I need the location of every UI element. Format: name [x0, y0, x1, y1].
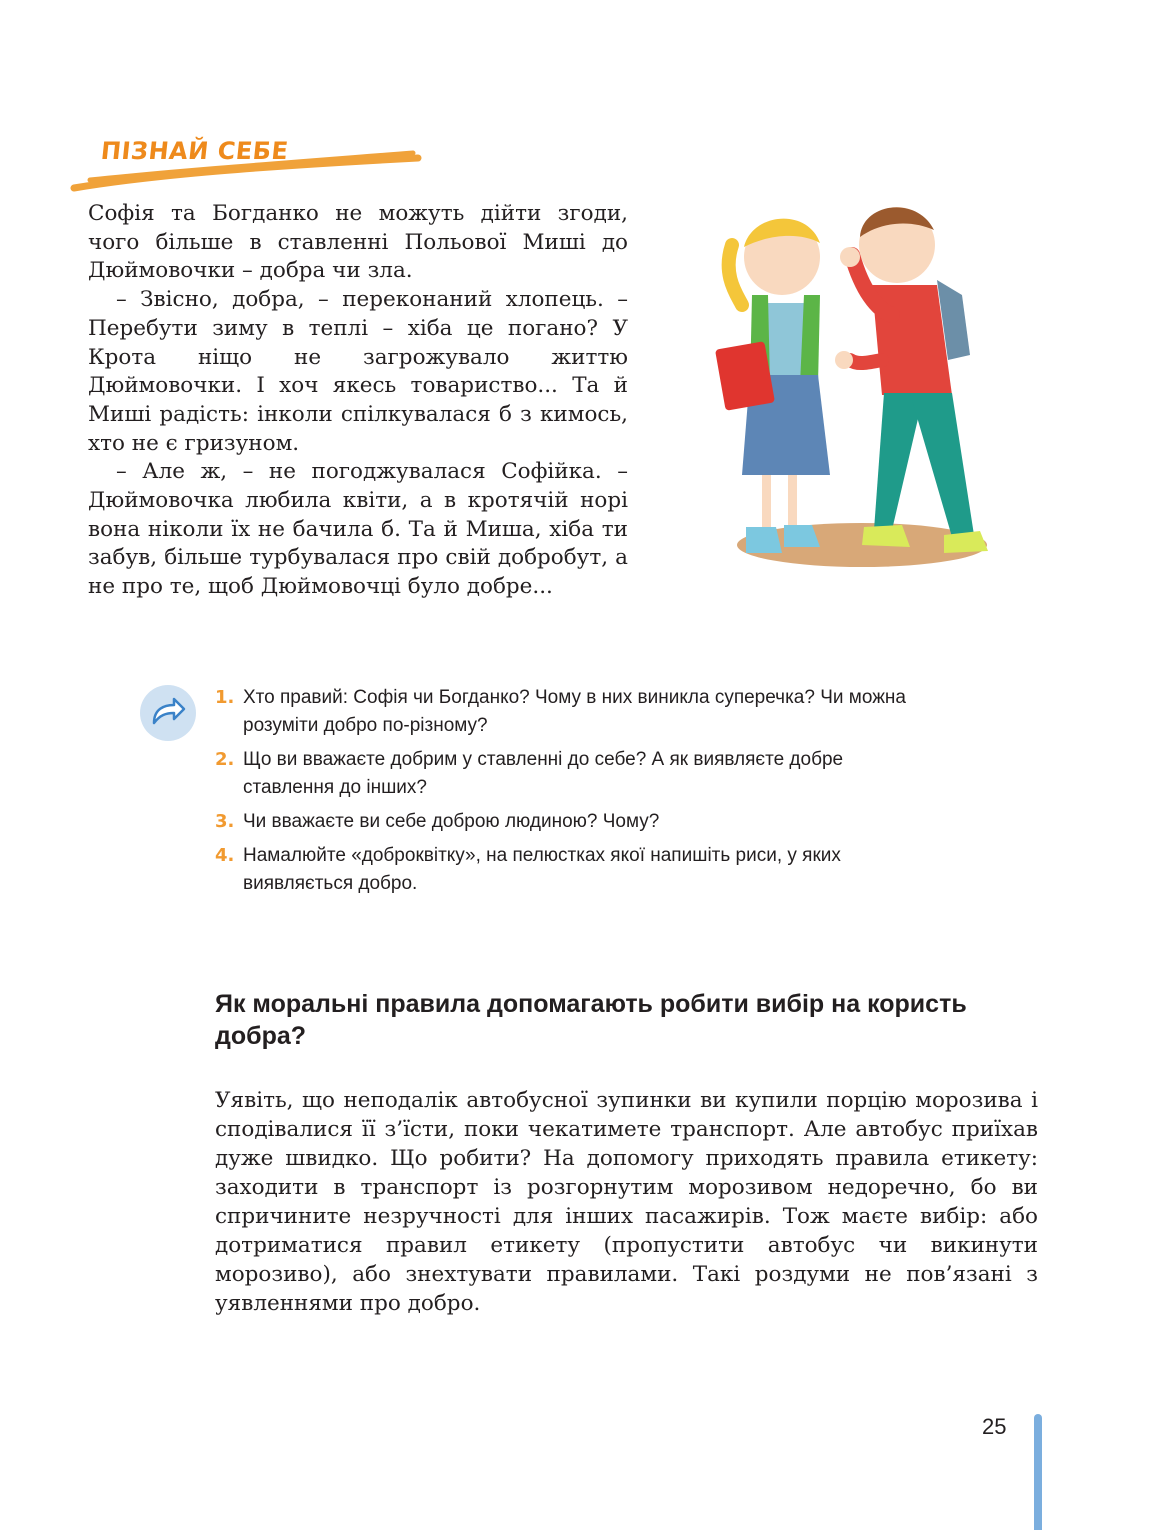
two-children-talking-illustration — [712, 185, 992, 585]
question-number: 3. — [215, 811, 235, 832]
question-number: 1. — [215, 687, 235, 708]
story-text — [88, 200, 628, 602]
curved-arrow-icon — [140, 685, 196, 741]
page-edge-bar — [1034, 1414, 1042, 1530]
question-text: Чи вважаєте ви себе доброю людиною? Чому? — [243, 811, 660, 832]
section-title: Як моральні правила допомагають робити вибір на користь добра? — [215, 990, 967, 1050]
story-paragraph: – Звісно, добра, – переконаний хлопець. – Перебути зиму в теплі – хіба це погано? У Крота ніщо не загрожувало життю Дюймовочки. І хоч якесь товариство... Та й Миші радість: інколи спілкувалася б з кимось, хто не є гризуном. — [88, 287, 628, 456]
question-item — [215, 746, 935, 802]
section-paragraph: Уявіть, що неподалік автобусної зупинки ви купили порцію морозива і сподівалися її з’їсти, поки чекатимете транспорт. Але автобус приїхав дуже швидко. Що робити? На допомогу приходять правила етикету: заходити в транспорт із розгорнутим морозивом недоречно, бо ви спричините незручності для інших пасажирів. Тож маєте вибір: або дотриматися правил етикету (пропустити автобус чи викинути морозиво), або знехтувати правилами. Такі роздуми не пов’язані з уявленнями про добро. — [215, 1088, 1038, 1316]
question-text: Хто правий: Софія чи Богданко? Чому в них виникла суперечка? Чи можна розуміти добро по-різному? — [243, 687, 906, 736]
heading-title: ПІЗНАЙ СЕБЕ — [99, 137, 290, 165]
question-item — [215, 684, 935, 740]
page-number: 25 — [982, 1414, 1007, 1439]
story-paragraph: – Але ж, – не погоджувалася Софійка. – Дюймовочка любила квіти, а в кротячій норі вона ніколи їх не бачила б. Та й Миша, хіба ти забув, більше турбувалася про свій добробут, а не про те, щоб Дюймовочці було добре... — [88, 459, 628, 600]
question-item — [215, 808, 935, 836]
question-number: 2. — [215, 749, 235, 770]
story-paragraph: Софія та Богданко не можуть дійти згоди, чого більше в ставленні Польової Миші до Дюймовочки – добра чи зла. — [88, 201, 628, 284]
question-item — [215, 842, 935, 898]
question-number: 4. — [215, 845, 235, 866]
section-heading — [68, 130, 428, 200]
questions-list — [215, 684, 935, 904]
question-text: Що ви вважаєте добрим у ставленні до себе? А як виявляєте добре ставлення до інших? — [243, 749, 844, 798]
question-text: Намалюйте «доброквітку», на пелюстках якої напишіть риси, у яких виявляється добро. — [243, 845, 841, 894]
